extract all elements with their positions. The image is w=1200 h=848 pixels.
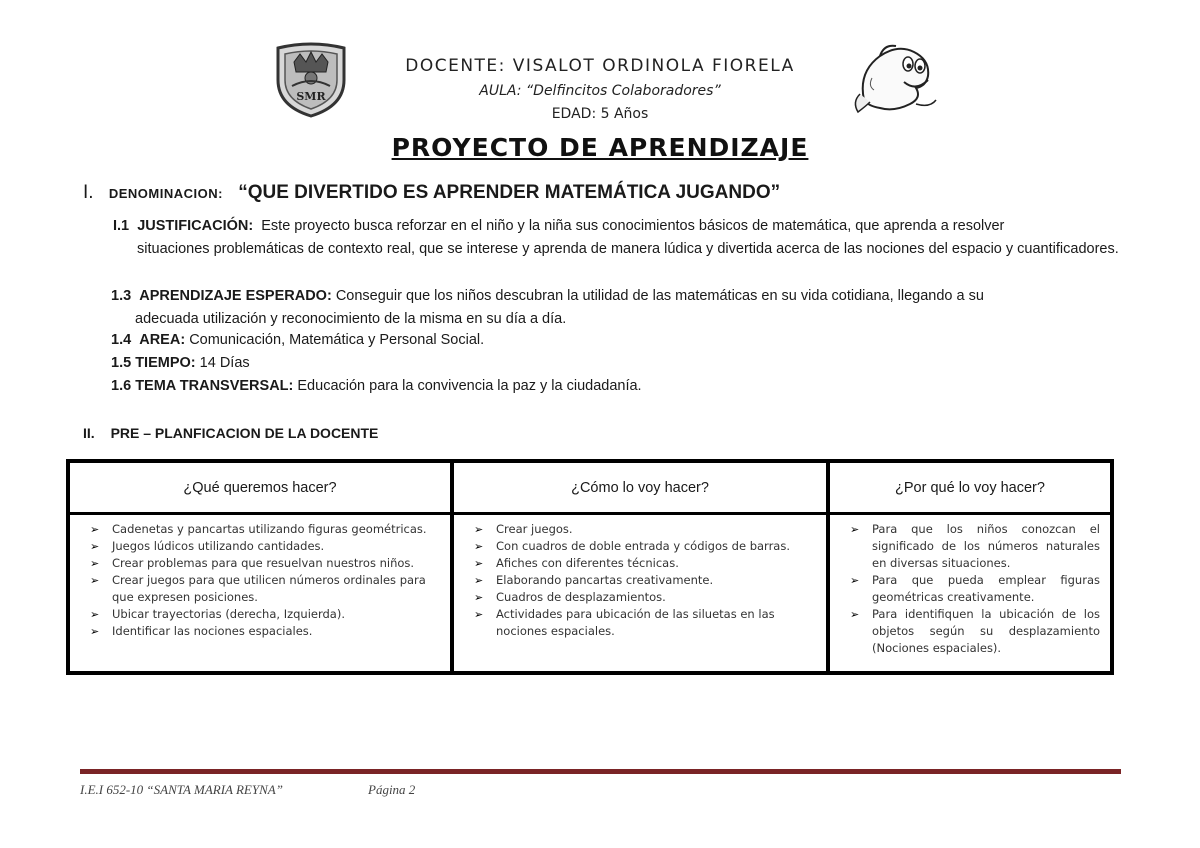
item-number: 1.5	[111, 355, 132, 371]
list-item	[90, 538, 440, 555]
item-key: APRENDIZAJE ESPERADO:	[139, 288, 332, 304]
arrowhead-bullet-icon: ➢	[90, 574, 100, 587]
item-area	[111, 329, 1119, 352]
column-header: ¿Por qué lo voy hacer?	[830, 463, 1110, 515]
list-item-text: Afiches con diferentes técnicas.	[496, 556, 679, 570]
list-item-text: Crear juegos para que utilicen números ordinales para que expresen posiciones.	[112, 573, 426, 604]
item-text-continuation: situaciones problemáticas de contexto real, que se interese y aprenda de manera lúdica y divertida acerca de las nociones del espacio y cuantificadores.	[137, 241, 1119, 257]
item-tema-transversal	[111, 375, 1119, 398]
item-text: Educación para la convivencia la paz y la ciudadanía.	[297, 378, 642, 394]
list-item	[90, 623, 440, 640]
footer-school-name: I.E.I 652-10 “SANTA MARIA REYNA”	[80, 782, 283, 797]
denominacion-text: “QUE DIVERTIDO ES APRENDER MATEMÁTICA JUGANDO”	[238, 182, 781, 203]
item-aprendizaje	[111, 285, 1119, 331]
column-header: ¿Cómo lo voy hacer?	[454, 463, 826, 515]
column-que	[70, 463, 450, 671]
item-text-continuation: adecuada utilización y reconocimiento de la misma en su día a día.	[135, 311, 567, 327]
list-item	[474, 521, 816, 538]
section-2-number: II.	[83, 425, 95, 441]
arrowhead-bullet-icon: ➢	[474, 557, 484, 570]
footer-page-number: Página 2	[368, 782, 416, 797]
section-1-label: DENOMINACION:	[108, 186, 223, 201]
item-number: I.1	[113, 218, 130, 234]
column-list	[70, 521, 450, 640]
item-number: 1.4	[111, 332, 132, 348]
docente-line: DOCENTE: VISALOT ORDINOLA FIORELA	[405, 56, 795, 76]
aula-line: AULA: “Delfincitos Colaboradores”	[479, 83, 721, 99]
list-item	[90, 606, 440, 623]
arrowhead-bullet-icon: ➢	[90, 608, 100, 621]
column-list	[830, 521, 1110, 657]
item-number: 1.3	[111, 288, 132, 304]
arrowhead-bullet-icon: ➢	[850, 523, 860, 536]
arrowhead-bullet-icon: ➢	[474, 608, 484, 621]
list-item-text: Juegos lúdicos utilizando cantidades.	[112, 539, 325, 553]
list-item-text: Para que pueda emplear figuras geométricas creativamente.	[872, 573, 1100, 604]
list-item	[474, 589, 816, 606]
column-por-que	[830, 463, 1110, 671]
item-text: 14 Días	[199, 355, 250, 371]
list-item	[90, 555, 440, 572]
arrowhead-bullet-icon: ➢	[850, 574, 860, 587]
edad-line: EDAD: 5 Años	[551, 106, 649, 122]
list-item	[474, 606, 816, 640]
list-item-text: Cuadros de desplazamientos.	[496, 590, 666, 604]
arrowhead-bullet-icon: ➢	[474, 540, 484, 553]
item-justificacion	[113, 215, 1121, 261]
list-item	[90, 521, 440, 538]
section-2-label: PRE – PLANFICACION DE LA DOCENTE	[110, 425, 379, 441]
arrowhead-bullet-icon: ➢	[90, 540, 100, 553]
arrowhead-bullet-icon: ➢	[850, 608, 860, 621]
item-number: 1.6	[111, 378, 132, 394]
item-text: Este proyecto busca reforzar en el niño y la niña sus conocimientos básicos de matemática, que aprenda a resolver	[261, 218, 1005, 234]
crest-letters: SMR	[296, 90, 326, 103]
planning-table	[66, 459, 1114, 675]
item-key: TIEMPO:	[135, 355, 196, 371]
list-item	[474, 572, 816, 589]
item-key: AREA:	[139, 332, 186, 348]
list-item-text: Crear juegos.	[496, 522, 573, 536]
column-list	[454, 521, 826, 640]
list-item	[474, 538, 816, 555]
item-text: Comunicación, Matemática y Personal Social.	[189, 332, 485, 348]
list-item-text: Para que los niños conozcan el significado de los números naturales en diversas situaciones.	[872, 522, 1100, 570]
arrowhead-bullet-icon: ➢	[90, 523, 100, 536]
list-item-text: Actividades para ubicación de las siluetas en las nociones espaciales.	[496, 607, 775, 638]
arrowhead-bullet-icon: ➢	[474, 523, 484, 536]
list-item	[90, 572, 440, 606]
arrowhead-bullet-icon: ➢	[474, 591, 484, 604]
section-2-heading	[83, 425, 378, 441]
page-title: PROYECTO DE APRENDIZAJE	[391, 133, 809, 162]
column-header: ¿Qué queremos hacer?	[70, 463, 450, 515]
item-key: TEMA TRANSVERSAL:	[135, 378, 294, 394]
list-item-text: Con cuadros de doble entrada y códigos de barras.	[496, 539, 790, 553]
list-item-text: Elaborando pancartas creativamente.	[496, 573, 714, 587]
list-item-text: Crear problemas para que resuelvan nuestros niños.	[112, 556, 415, 570]
section-1-number: I.	[83, 182, 94, 203]
arrowhead-bullet-icon: ➢	[90, 557, 100, 570]
item-text: Conseguir que los niños descubran la utilidad de las matemáticas en su vida cotidiana, llegando a su	[335, 288, 984, 304]
section-1-heading	[83, 182, 780, 204]
list-item-text: Ubicar trayectorias (derecha, Izquierda).	[112, 607, 345, 621]
list-item	[850, 521, 1100, 572]
list-item-text: Identificar las nociones espaciales.	[112, 624, 313, 638]
arrowhead-bullet-icon: ➢	[90, 625, 100, 638]
item-key: JUSTIFICACIÓN:	[137, 218, 254, 234]
arrowhead-bullet-icon: ➢	[474, 574, 484, 587]
list-item	[850, 572, 1100, 606]
column-como	[454, 463, 826, 671]
footer-rule	[80, 769, 1121, 774]
list-item-text: Cadenetas y pancartas utilizando figuras geométricas.	[112, 522, 427, 536]
list-item	[474, 555, 816, 572]
list-item	[850, 606, 1100, 657]
list-item-text: Para identifiquen la ubicación de los objetos según su desplazamiento (Nociones espaciales).	[872, 607, 1100, 655]
item-tiempo	[111, 352, 1119, 375]
